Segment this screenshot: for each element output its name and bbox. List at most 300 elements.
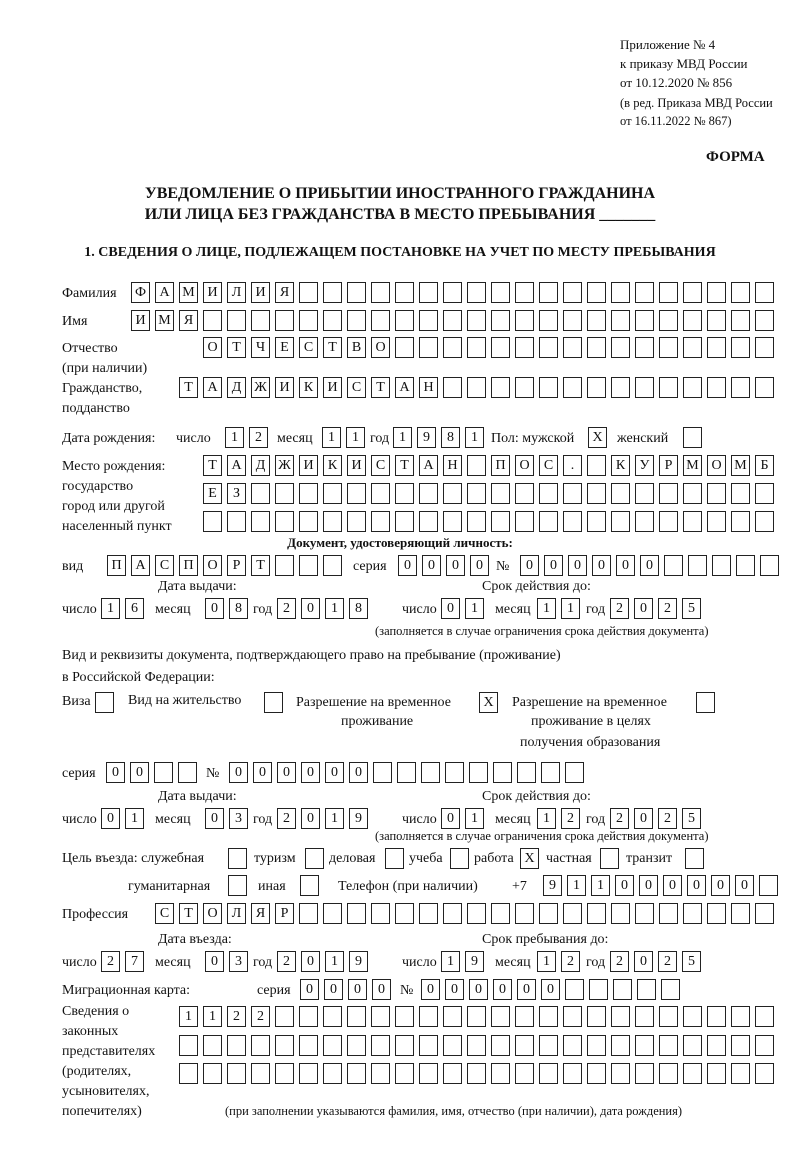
reps3-cell[interactable] (419, 1063, 438, 1084)
right-number-cell[interactable] (493, 762, 512, 783)
doc-number-cell[interactable]: 0 (592, 555, 611, 576)
patronymic-cell[interactable]: Ч (251, 337, 270, 358)
birth-place3-cell[interactable] (539, 511, 558, 532)
right-number-cell[interactable]: 0 (277, 762, 296, 783)
doc-issue-year-cell[interactable]: 1 (325, 598, 344, 619)
profession-cell[interactable] (443, 903, 462, 924)
birth-place2-cell[interactable] (443, 483, 462, 504)
citizenship-cell[interactable]: И (275, 377, 294, 398)
name-cell[interactable] (755, 310, 774, 331)
doc-number-cell[interactable]: 0 (568, 555, 587, 576)
doc-kind-cell[interactable]: С (155, 555, 174, 576)
stay-month-cell[interactable]: 2 (561, 951, 580, 972)
citizenship-cell[interactable] (683, 377, 702, 398)
surname-cell[interactable] (299, 282, 318, 303)
citizenship-cell[interactable] (707, 377, 726, 398)
birth-year-cell[interactable]: 1 (465, 427, 484, 448)
birth-place1-cell[interactable] (587, 455, 606, 476)
doc-issue-year-cell[interactable]: 8 (349, 598, 368, 619)
citizenship-cell[interactable] (635, 377, 654, 398)
doc-valid-month-cell[interactable]: 1 (561, 598, 580, 619)
birth-place2-cell[interactable] (467, 483, 486, 504)
birth-place1-cell[interactable]: И (299, 455, 318, 476)
birth-month-cell[interactable]: 1 (346, 427, 365, 448)
reps2-cell[interactable] (179, 1035, 198, 1056)
patronymic-cell[interactable] (467, 337, 486, 358)
reps2-cell[interactable] (275, 1035, 294, 1056)
profession-cell[interactable] (515, 903, 534, 924)
reps2-cell[interactable] (299, 1035, 318, 1056)
right-valid-year-cell[interactable]: 2 (610, 808, 629, 829)
birth-place2-cell[interactable]: Е (203, 483, 222, 504)
surname-cell[interactable] (443, 282, 462, 303)
birth-place3-cell[interactable] (611, 511, 630, 532)
name-cell[interactable] (275, 310, 294, 331)
birth-place2-cell[interactable] (347, 483, 366, 504)
birth-year-cell[interactable]: 9 (417, 427, 436, 448)
purpose-work-cell[interactable]: X (520, 848, 539, 869)
reps2-cell[interactable] (707, 1035, 726, 1056)
right-issue-month-cell[interactable]: 3 (229, 808, 248, 829)
citizenship-cell[interactable]: С (347, 377, 366, 398)
profession-cell[interactable] (395, 903, 414, 924)
birth-place1-cell[interactable]: Т (395, 455, 414, 476)
surname-cell[interactable] (419, 282, 438, 303)
citizenship-cell[interactable]: Т (179, 377, 198, 398)
trp-cell[interactable]: X (479, 692, 498, 713)
birth-place2-cell[interactable] (395, 483, 414, 504)
mc-number-cell[interactable]: 0 (517, 979, 536, 1000)
citizenship-cell[interactable] (539, 377, 558, 398)
profession-cell[interactable] (467, 903, 486, 924)
doc-issue-day-cell[interactable]: 1 (101, 598, 120, 619)
doc-number-cell[interactable]: 0 (640, 555, 659, 576)
birth-place3-cell[interactable] (731, 511, 750, 532)
birth-place3-cell[interactable] (275, 511, 294, 532)
right-number-cell[interactable]: 0 (349, 762, 368, 783)
stay-year-cell[interactable]: 5 (682, 951, 701, 972)
birth-place2-cell[interactable] (659, 483, 678, 504)
name-cell[interactable] (707, 310, 726, 331)
birth-place3-cell[interactable] (467, 511, 486, 532)
birth-place2-cell[interactable] (299, 483, 318, 504)
stay-month-cell[interactable]: 1 (537, 951, 556, 972)
citizenship-cell[interactable]: Д (227, 377, 246, 398)
reps3-cell[interactable] (371, 1063, 390, 1084)
right-number-cell[interactable]: 0 (325, 762, 344, 783)
mc-number-cell[interactable] (637, 979, 656, 1000)
right-series-cell[interactable]: 0 (106, 762, 125, 783)
reps3-cell[interactable] (539, 1063, 558, 1084)
birth-place1-cell[interactable]: М (683, 455, 702, 476)
birth-place1-cell[interactable]: Т (203, 455, 222, 476)
purpose-business-cell[interactable] (385, 848, 404, 869)
reps2-cell[interactable] (683, 1035, 702, 1056)
citizenship-cell[interactable] (731, 377, 750, 398)
doc-issue-month-cell[interactable]: 8 (229, 598, 248, 619)
mc-number-cell[interactable] (613, 979, 632, 1000)
birth-place1-cell[interactable]: И (347, 455, 366, 476)
patronymic-cell[interactable]: Е (275, 337, 294, 358)
right-series-cell[interactable] (154, 762, 173, 783)
name-cell[interactable] (683, 310, 702, 331)
reps3-cell[interactable] (515, 1063, 534, 1084)
reps1-cell[interactable] (683, 1006, 702, 1027)
birth-place1-cell[interactable] (467, 455, 486, 476)
birth-day-cell[interactable]: 1 (225, 427, 244, 448)
name-cell[interactable]: И (131, 310, 150, 331)
reps2-cell[interactable] (755, 1035, 774, 1056)
patronymic-cell[interactable] (659, 337, 678, 358)
citizenship-cell[interactable]: Н (419, 377, 438, 398)
reps2-cell[interactable] (371, 1035, 390, 1056)
surname-cell[interactable] (563, 282, 582, 303)
reps3-cell[interactable] (179, 1063, 198, 1084)
right-valid-day-cell[interactable]: 0 (441, 808, 460, 829)
mc-series-cell[interactable]: 0 (300, 979, 319, 1000)
birth-day-cell[interactable]: 2 (249, 427, 268, 448)
doc-valid-day-cell[interactable]: 1 (465, 598, 484, 619)
patronymic-cell[interactable] (395, 337, 414, 358)
surname-cell[interactable] (683, 282, 702, 303)
reps3-cell[interactable] (251, 1063, 270, 1084)
name-cell[interactable] (251, 310, 270, 331)
birth-place2-cell[interactable] (491, 483, 510, 504)
doc-valid-year-cell[interactable]: 5 (682, 598, 701, 619)
right-number-cell[interactable] (445, 762, 464, 783)
surname-cell[interactable]: Я (275, 282, 294, 303)
reps1-cell[interactable] (611, 1006, 630, 1027)
birth-place2-cell[interactable] (539, 483, 558, 504)
sex-male-cell[interactable]: X (588, 427, 607, 448)
birth-place1-cell[interactable]: Д (251, 455, 270, 476)
phone-cell[interactable] (759, 875, 778, 896)
phone-cell[interactable]: 1 (591, 875, 610, 896)
doc-valid-year-cell[interactable]: 2 (610, 598, 629, 619)
mc-number-cell[interactable] (565, 979, 584, 1000)
reps2-cell[interactable] (251, 1035, 270, 1056)
doc-valid-year-cell[interactable]: 2 (658, 598, 677, 619)
patronymic-cell[interactable] (539, 337, 558, 358)
mc-series-cell[interactable]: 0 (372, 979, 391, 1000)
surname-cell[interactable] (491, 282, 510, 303)
surname-cell[interactable] (611, 282, 630, 303)
birth-year-cell[interactable]: 1 (393, 427, 412, 448)
entry-day-cell[interactable]: 2 (101, 951, 120, 972)
doc-kind-cell[interactable] (299, 555, 318, 576)
reps3-cell[interactable] (467, 1063, 486, 1084)
profession-cell[interactable]: Р (275, 903, 294, 924)
reps1-cell[interactable] (635, 1006, 654, 1027)
reps3-cell[interactable] (611, 1063, 630, 1084)
reps2-cell[interactable] (419, 1035, 438, 1056)
birth-place3-cell[interactable] (563, 511, 582, 532)
stay-year-cell[interactable]: 0 (634, 951, 653, 972)
reps1-cell[interactable] (731, 1006, 750, 1027)
reps1-cell[interactable] (323, 1006, 342, 1027)
right-number-cell[interactable] (421, 762, 440, 783)
birth-place1-cell[interactable]: О (515, 455, 534, 476)
reps2-cell[interactable] (203, 1035, 222, 1056)
right-number-cell[interactable]: 0 (253, 762, 272, 783)
profession-cell[interactable] (563, 903, 582, 924)
birth-place2-cell[interactable] (635, 483, 654, 504)
citizenship-cell[interactable] (443, 377, 462, 398)
patronymic-cell[interactable] (755, 337, 774, 358)
reps2-cell[interactable] (539, 1035, 558, 1056)
reps2-cell[interactable] (443, 1035, 462, 1056)
patronymic-cell[interactable] (419, 337, 438, 358)
name-cell[interactable] (467, 310, 486, 331)
reps2-cell[interactable] (227, 1035, 246, 1056)
birth-place2-cell[interactable] (683, 483, 702, 504)
doc-number-cell[interactable] (664, 555, 683, 576)
reps3-cell[interactable] (683, 1063, 702, 1084)
doc-number-cell[interactable] (712, 555, 731, 576)
entry-year-cell[interactable]: 1 (325, 951, 344, 972)
name-cell[interactable] (587, 310, 606, 331)
phone-cell[interactable]: 0 (639, 875, 658, 896)
reps3-cell[interactable] (347, 1063, 366, 1084)
surname-cell[interactable] (371, 282, 390, 303)
birth-place2-cell[interactable] (731, 483, 750, 504)
reps1-cell[interactable] (659, 1006, 678, 1027)
right-valid-year-cell[interactable]: 0 (634, 808, 653, 829)
name-cell[interactable] (323, 310, 342, 331)
trpe-cell[interactable] (696, 692, 715, 713)
name-cell[interactable] (731, 310, 750, 331)
reps2-cell[interactable] (347, 1035, 366, 1056)
profession-cell[interactable] (611, 903, 630, 924)
surname-cell[interactable] (467, 282, 486, 303)
purpose-transit-cell[interactable] (685, 848, 704, 869)
profession-cell[interactable]: С (155, 903, 174, 924)
right-valid-day-cell[interactable]: 1 (465, 808, 484, 829)
name-cell[interactable] (659, 310, 678, 331)
right-series-cell[interactable]: 0 (130, 762, 149, 783)
mc-number-cell[interactable]: 0 (493, 979, 512, 1000)
doc-kind-cell[interactable] (275, 555, 294, 576)
doc-series-cell[interactable]: 0 (470, 555, 489, 576)
name-cell[interactable]: Я (179, 310, 198, 331)
reps3-cell[interactable] (299, 1063, 318, 1084)
phone-cell[interactable]: 1 (567, 875, 586, 896)
citizenship-cell[interactable] (467, 377, 486, 398)
profession-cell[interactable] (683, 903, 702, 924)
doc-series-cell[interactable]: 0 (398, 555, 417, 576)
patronymic-cell[interactable] (731, 337, 750, 358)
name-cell[interactable] (443, 310, 462, 331)
profession-cell[interactable] (707, 903, 726, 924)
birth-place2-cell[interactable] (371, 483, 390, 504)
phone-cell[interactable]: 9 (543, 875, 562, 896)
citizenship-cell[interactable] (755, 377, 774, 398)
patronymic-cell[interactable] (707, 337, 726, 358)
entry-day-cell[interactable]: 7 (125, 951, 144, 972)
reps3-cell[interactable] (587, 1063, 606, 1084)
reps3-cell[interactable] (323, 1063, 342, 1084)
doc-issue-day-cell[interactable]: 6 (125, 598, 144, 619)
birth-month-cell[interactable]: 1 (322, 427, 341, 448)
right-issue-month-cell[interactable]: 0 (205, 808, 224, 829)
patronymic-cell[interactable]: В (347, 337, 366, 358)
reps1-cell[interactable]: 1 (179, 1006, 198, 1027)
citizenship-cell[interactable] (491, 377, 510, 398)
reps1-cell[interactable] (395, 1006, 414, 1027)
birth-place3-cell[interactable] (395, 511, 414, 532)
doc-number-cell[interactable]: 0 (616, 555, 635, 576)
patronymic-cell[interactable] (515, 337, 534, 358)
name-cell[interactable] (635, 310, 654, 331)
doc-kind-cell[interactable]: П (179, 555, 198, 576)
birth-place1-cell[interactable]: А (419, 455, 438, 476)
reps1-cell[interactable]: 2 (251, 1006, 270, 1027)
right-issue-year-cell[interactable]: 0 (301, 808, 320, 829)
purpose-study-cell[interactable] (450, 848, 469, 869)
patronymic-cell[interactable] (563, 337, 582, 358)
birth-place2-cell[interactable] (323, 483, 342, 504)
reps3-cell[interactable] (659, 1063, 678, 1084)
entry-year-cell[interactable]: 0 (301, 951, 320, 972)
mc-number-cell[interactable]: 0 (421, 979, 440, 1000)
profession-cell[interactable] (299, 903, 318, 924)
birth-place1-cell[interactable]: Н (443, 455, 462, 476)
patronymic-cell[interactable]: О (371, 337, 390, 358)
surname-cell[interactable]: Л (227, 282, 246, 303)
reps3-cell[interactable] (731, 1063, 750, 1084)
purpose-humanitarian-cell[interactable] (228, 875, 247, 896)
birth-place2-cell[interactable] (515, 483, 534, 504)
profession-cell[interactable] (755, 903, 774, 924)
right-number-cell[interactable] (541, 762, 560, 783)
mc-number-cell[interactable]: 0 (541, 979, 560, 1000)
birth-place3-cell[interactable] (251, 511, 270, 532)
birth-place1-cell[interactable]: С (371, 455, 390, 476)
reps1-cell[interactable]: 1 (203, 1006, 222, 1027)
surname-cell[interactable] (707, 282, 726, 303)
birth-place1-cell[interactable]: С (539, 455, 558, 476)
stay-year-cell[interactable]: 2 (610, 951, 629, 972)
right-issue-year-cell[interactable]: 1 (325, 808, 344, 829)
patronymic-cell[interactable]: О (203, 337, 222, 358)
reps1-cell[interactable] (563, 1006, 582, 1027)
reps1-cell[interactable] (707, 1006, 726, 1027)
reps3-cell[interactable] (491, 1063, 510, 1084)
right-number-cell[interactable] (469, 762, 488, 783)
birth-place2-cell[interactable] (707, 483, 726, 504)
purpose-private-cell[interactable] (600, 848, 619, 869)
right-valid-year-cell[interactable]: 2 (658, 808, 677, 829)
surname-cell[interactable]: И (251, 282, 270, 303)
phone-cell[interactable]: 0 (615, 875, 634, 896)
name-cell[interactable] (611, 310, 630, 331)
right-issue-day-cell[interactable]: 1 (125, 808, 144, 829)
citizenship-cell[interactable]: Т (371, 377, 390, 398)
birth-place1-cell[interactable]: К (323, 455, 342, 476)
surname-cell[interactable]: И (203, 282, 222, 303)
birth-place2-cell[interactable] (275, 483, 294, 504)
profession-cell[interactable]: Т (179, 903, 198, 924)
citizenship-cell[interactable]: И (323, 377, 342, 398)
reps2-cell[interactable] (491, 1035, 510, 1056)
reps1-cell[interactable] (467, 1006, 486, 1027)
profession-cell[interactable]: О (203, 903, 222, 924)
profession-cell[interactable] (347, 903, 366, 924)
doc-valid-month-cell[interactable]: 1 (537, 598, 556, 619)
phone-cell[interactable]: 0 (711, 875, 730, 896)
reps3-cell[interactable] (443, 1063, 462, 1084)
surname-cell[interactable] (395, 282, 414, 303)
birth-place2-cell[interactable] (611, 483, 630, 504)
reps1-cell[interactable] (371, 1006, 390, 1027)
profession-cell[interactable] (731, 903, 750, 924)
name-cell[interactable] (347, 310, 366, 331)
birth-place3-cell[interactable] (635, 511, 654, 532)
birth-place2-cell[interactable] (563, 483, 582, 504)
name-cell[interactable] (371, 310, 390, 331)
stay-day-cell[interactable]: 1 (441, 951, 460, 972)
reps1-cell[interactable] (539, 1006, 558, 1027)
name-cell[interactable] (419, 310, 438, 331)
right-issue-year-cell[interactable]: 9 (349, 808, 368, 829)
birth-place3-cell[interactable] (707, 511, 726, 532)
reps1-cell[interactable] (443, 1006, 462, 1027)
right-number-cell[interactable] (397, 762, 416, 783)
reps1-cell[interactable]: 2 (227, 1006, 246, 1027)
reps3-cell[interactable] (395, 1063, 414, 1084)
profession-cell[interactable] (587, 903, 606, 924)
doc-kind-cell[interactable] (323, 555, 342, 576)
birth-place2-cell[interactable] (587, 483, 606, 504)
name-cell[interactable] (203, 310, 222, 331)
name-cell[interactable] (539, 310, 558, 331)
mc-number-cell[interactable]: 0 (445, 979, 464, 1000)
name-cell[interactable] (395, 310, 414, 331)
citizenship-cell[interactable]: А (203, 377, 222, 398)
doc-issue-year-cell[interactable]: 0 (301, 598, 320, 619)
surname-cell[interactable]: А (155, 282, 174, 303)
entry-year-cell[interactable]: 2 (277, 951, 296, 972)
reps2-cell[interactable] (587, 1035, 606, 1056)
doc-number-cell[interactable]: 0 (520, 555, 539, 576)
citizenship-cell[interactable] (587, 377, 606, 398)
reps1-cell[interactable] (755, 1006, 774, 1027)
reps1-cell[interactable] (491, 1006, 510, 1027)
profession-cell[interactable] (539, 903, 558, 924)
name-cell[interactable] (227, 310, 246, 331)
surname-cell[interactable] (515, 282, 534, 303)
reps1-cell[interactable] (275, 1006, 294, 1027)
profession-cell[interactable] (419, 903, 438, 924)
reps3-cell[interactable] (635, 1063, 654, 1084)
birth-place2-cell[interactable] (755, 483, 774, 504)
surname-cell[interactable] (323, 282, 342, 303)
profession-cell[interactable] (635, 903, 654, 924)
right-valid-month-cell[interactable]: 1 (537, 808, 556, 829)
birth-place1-cell[interactable]: Р (659, 455, 678, 476)
reps2-cell[interactable] (659, 1035, 678, 1056)
phone-cell[interactable]: 0 (687, 875, 706, 896)
right-issue-year-cell[interactable]: 2 (277, 808, 296, 829)
patronymic-cell[interactable] (611, 337, 630, 358)
right-number-cell[interactable]: 0 (229, 762, 248, 783)
reps3-cell[interactable] (227, 1063, 246, 1084)
doc-kind-cell[interactable]: А (131, 555, 150, 576)
patronymic-cell[interactable] (491, 337, 510, 358)
reps2-cell[interactable] (563, 1035, 582, 1056)
doc-issue-year-cell[interactable]: 2 (277, 598, 296, 619)
citizenship-cell[interactable] (659, 377, 678, 398)
